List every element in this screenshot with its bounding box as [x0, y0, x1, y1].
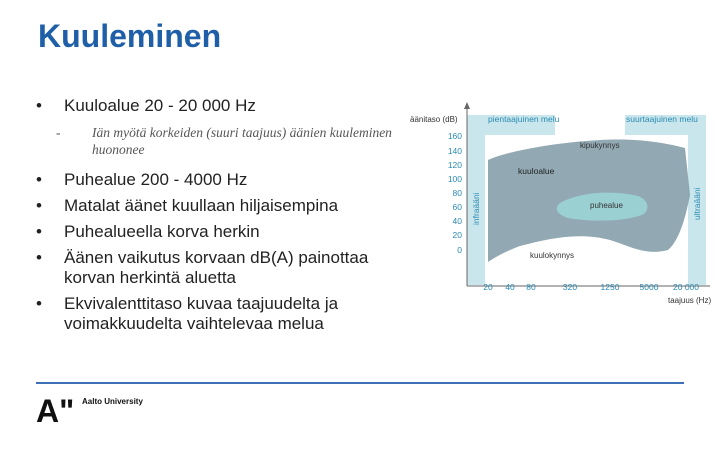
high-freq-noise-label	[626, 114, 698, 124]
sub-bullet-marker: -	[56, 125, 61, 140]
high-freq-noise-text: suurtaajuinen melu	[626, 114, 698, 124]
hearing-threshold-label: kuulokynnys	[530, 251, 575, 260]
y-tick: 0	[457, 245, 462, 255]
bullet-marker: •	[36, 96, 42, 115]
y-tick: 40	[452, 216, 462, 226]
bullet-text: Puhealue 200 - 4000 Hz	[64, 170, 248, 189]
footer-divider	[36, 382, 684, 384]
bullet-speech-range	[36, 170, 416, 190]
ultrasound-label: ultraääni	[692, 187, 702, 220]
y-axis-arrow	[464, 102, 470, 109]
bullet-text: Matalat äänet kuullaan hiljaisempina	[64, 196, 339, 215]
x-tick: 320	[562, 282, 578, 292]
low-freq-noise-text: pientaajuinen melu	[488, 114, 560, 124]
infrasound-label: infraääni	[471, 192, 481, 225]
hearing-range-figure	[400, 100, 715, 315]
bullet-marker: •	[36, 248, 42, 267]
x-tick: 20	[483, 282, 493, 292]
bullet-dba	[36, 248, 416, 288]
pain-threshold-label: kipukynnys	[580, 141, 620, 150]
bullet-low-sounds	[36, 196, 416, 216]
x-tick: 40	[505, 282, 515, 292]
bullet-equivalent	[36, 294, 416, 334]
x-tick: 5000	[639, 282, 659, 292]
bullet-text: Ekvivalenttitaso kuvaa taajuudelta ja voimakkuudelta vaihtelevaa melua	[64, 294, 339, 333]
x-tick-labels	[483, 282, 699, 292]
y-tick: 20	[452, 230, 462, 240]
y-tick: 80	[452, 188, 462, 198]
low-freq-noise-label	[488, 114, 560, 124]
bullet-list	[36, 96, 416, 334]
x-tick: 20 000	[673, 282, 699, 292]
aalto-logo-mark: A"	[36, 393, 75, 429]
x-tick: 80	[526, 282, 536, 292]
sub-bullet-text: Iän myötä korkeiden (suuri taajuus) äänien kuuleminen huononee	[92, 125, 392, 157]
x-tick: 1250	[600, 282, 620, 292]
y-tick: 60	[452, 202, 462, 212]
speech-area-label: puhealue	[590, 201, 623, 210]
bullet-marker: •	[36, 170, 42, 189]
y-tick-labels	[448, 131, 462, 255]
y-tick: 160	[447, 131, 462, 141]
bullet-marker: •	[36, 294, 42, 313]
slide-title: Kuuleminen	[38, 18, 222, 54]
sub-bullet-age	[56, 124, 416, 158]
x-axis-label: taajuus (Hz)	[668, 296, 712, 305]
hearing-area-label: kuuloalue	[518, 166, 555, 176]
bullet-text: Kuuloalue 20 - 20 000 Hz	[64, 96, 256, 115]
bullet-text: Äänen vaikutus korvaan dB(A) painottaa korvan herkintä aluetta	[64, 248, 369, 287]
bullet-hearing-range	[36, 96, 416, 116]
aalto-logo-text: Aalto University	[82, 397, 143, 406]
y-tick: 140	[447, 146, 462, 156]
bullet-marker: •	[36, 222, 42, 241]
bullet-marker: •	[36, 196, 42, 215]
bullet-sensitive	[36, 222, 416, 242]
y-axis-label: äänitaso (dB)	[410, 115, 458, 124]
y-tick: 120	[447, 160, 462, 170]
y-tick: 100	[447, 174, 462, 184]
aalto-logo	[36, 392, 196, 432]
bullet-text: Puhealueella korva herkin	[64, 222, 260, 241]
